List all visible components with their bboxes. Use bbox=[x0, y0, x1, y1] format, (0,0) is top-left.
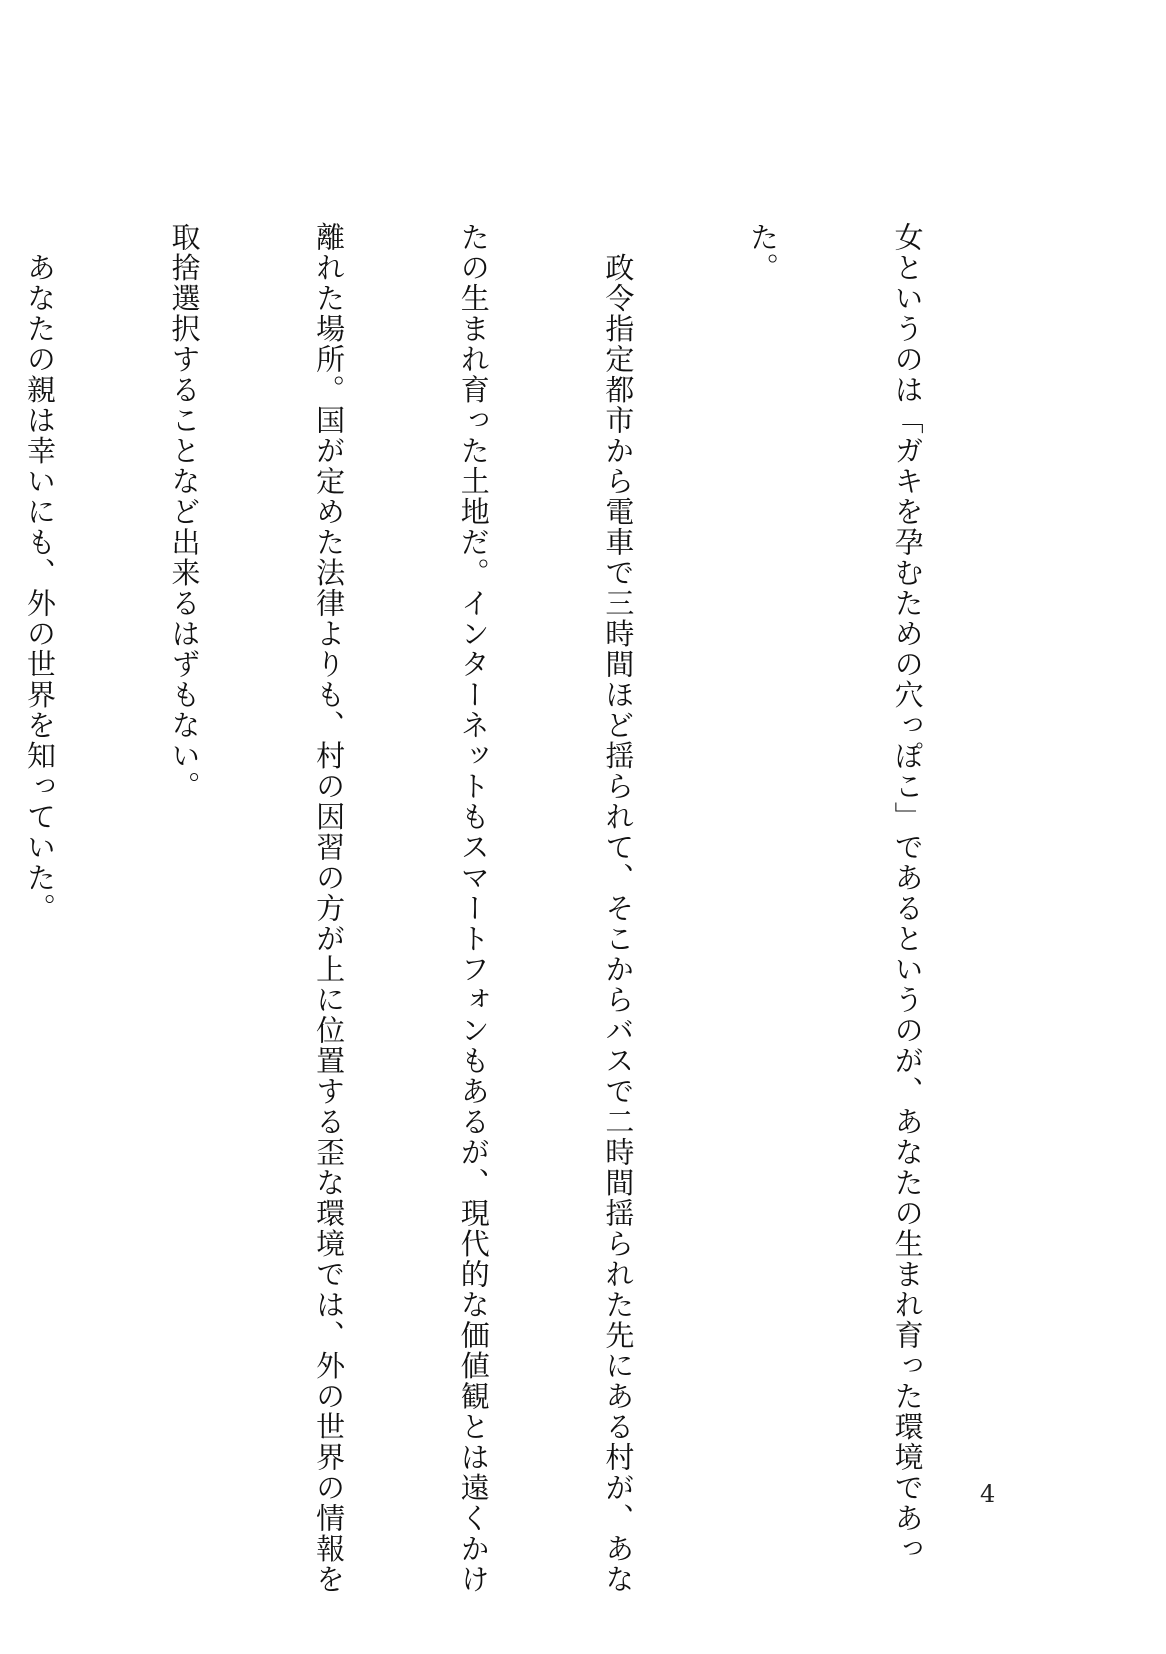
text-line: た。 bbox=[745, 222, 780, 283]
body-text-column bbox=[0, 222, 1028, 1595]
text-line: あなたの親は幸いにも、外の世界を知っていた。 bbox=[22, 222, 57, 924]
text-line: 離れた場所。国が定めた法律よりも、村の因習の方が上に位置する歪な環境では、外の世界の情報を bbox=[312, 222, 347, 1595]
text-line: たの生まれ育った土地だ。インターネットもスマートフォンもあるが、現代的な価値観とは遠くかけ bbox=[456, 222, 491, 1595]
text-line: 女というのは「ガキを孕むための穴っぽこ」であるというのが、あなたの生まれ育った環境であっ bbox=[890, 222, 925, 1564]
text-line: 政令指定都市から電車で三時間ほど揺られて、そこからバスで二時間揺られた先にある村が、あな bbox=[601, 222, 636, 1595]
text-line: 取捨選択することなど出来るはずもない。 bbox=[167, 222, 202, 802]
page-number: 4 bbox=[980, 1480, 996, 1508]
